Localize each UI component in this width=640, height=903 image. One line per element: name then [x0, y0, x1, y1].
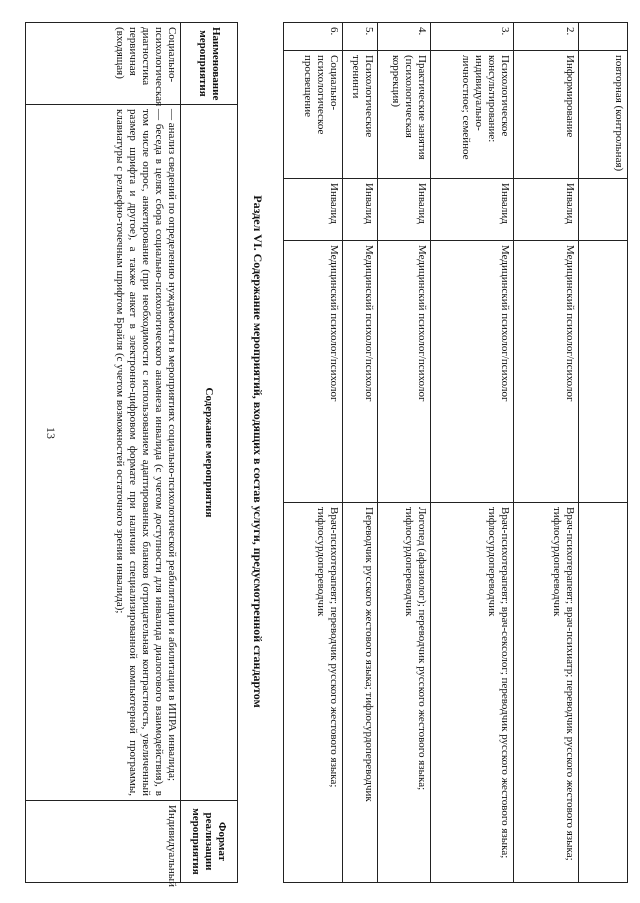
row-number: 2.: [514, 23, 579, 51]
target-group: Инвалид: [378, 179, 431, 241]
activity-name: Психологическое консультирование: индивидуально-личностное; семейное: [431, 51, 514, 179]
row-number: 3.: [431, 23, 514, 51]
table-row: [26, 23, 181, 883]
row-number: 4.: [378, 23, 431, 51]
participants: Врач-психотерапевт; врач-психиатр; переводчик русского жестового языка; тифлосурдопереводчик: [514, 503, 579, 883]
row-number: 6.: [284, 23, 343, 51]
activity-name: повторная (контрольная): [579, 51, 628, 179]
table-row: [514, 23, 579, 883]
specialist: Медицинский психолог/психолог: [514, 241, 579, 503]
target-group: Инвалид: [431, 179, 514, 241]
target-group: Инвалид: [284, 179, 343, 241]
table-row: [284, 23, 343, 883]
activity-name: Практические занятия (психологическая коррекция): [378, 51, 431, 179]
table-row: [431, 23, 514, 883]
participants: Логопед (афазиолог); переводчик русского жестового языка; тифлосурдопереводчик: [378, 503, 431, 883]
table-row: [378, 23, 431, 883]
specialist: Медицинский психолог/психолог: [343, 241, 378, 503]
activity-name: Социально-психологическая диагностика первичная (входящая): [26, 23, 181, 105]
activity-name: Психологические тренинги: [343, 51, 378, 179]
row-number: 5.: [343, 23, 378, 51]
activity-format: Индивидуальный: [26, 801, 181, 883]
content-paragraph: — беседа в целях сбора социально-психологического анамнеза инвалида (с учетом доступности для инвалида диалогового взаимодействия), в том числе опрос, анкетирование (при необходимости с использованием адаптированных бланков (отрицательная контрастность, увеличенный размер шрифта и другое), а также анкет в электронно-цифровом формате при наличии специализированной компьютерной программы, клавиатуры с рельефно-точечным шрифтом Брайля (с учетом возможностей остаточного зрения инвалида);: [114, 109, 165, 796]
activities-table: [283, 22, 628, 883]
participants: Врач-психотерапевт; врач-сексолог; переводчик русского жестового языка; тифлосурдопереводчик: [431, 503, 514, 883]
target-group: Инвалид: [514, 179, 579, 241]
participants: Переводчик русского жестового языка; тифлосурдопереводчик: [343, 503, 378, 883]
activity-name: Социально-психологическое просвещение: [284, 51, 343, 179]
section-title: Раздел VI. Содержание мероприятий, входящих в состав услуги, предусмотренной стандартом: [251, 195, 265, 708]
header-row: [181, 23, 238, 883]
specialist: Медицинский психолог/психолог: [431, 241, 514, 503]
target-group: Инвалид: [343, 179, 378, 241]
header-activity-content: Содержание мероприятия: [181, 105, 238, 801]
participants: Врач-психотерапевт; переводчик русского жестового языка; тифлосурдопереводчик: [284, 503, 343, 883]
content-paragraph: — анализ сведений по определению нуждаемости в мероприятиях социально-психологической реабилитации и абилитации в ИПРА инвалида;: [166, 109, 178, 782]
activity-content: [26, 105, 181, 801]
table-row: [579, 23, 628, 883]
header-activity-name: Наименование мероприятия: [181, 23, 238, 105]
page-number: 13: [44, 427, 58, 439]
activity-name: Информирование: [514, 51, 579, 179]
content-table: [25, 22, 238, 887]
participants: [579, 503, 628, 883]
row-number: [579, 23, 628, 51]
specialist: [579, 241, 628, 503]
table-row: [343, 23, 378, 883]
target-group: [579, 179, 628, 241]
specialist: Медицинский психолог/психолог: [284, 241, 343, 503]
header-format: Формат реализации мероприятия: [181, 801, 238, 883]
specialist: Медицинский психолог/психолог: [378, 241, 431, 503]
